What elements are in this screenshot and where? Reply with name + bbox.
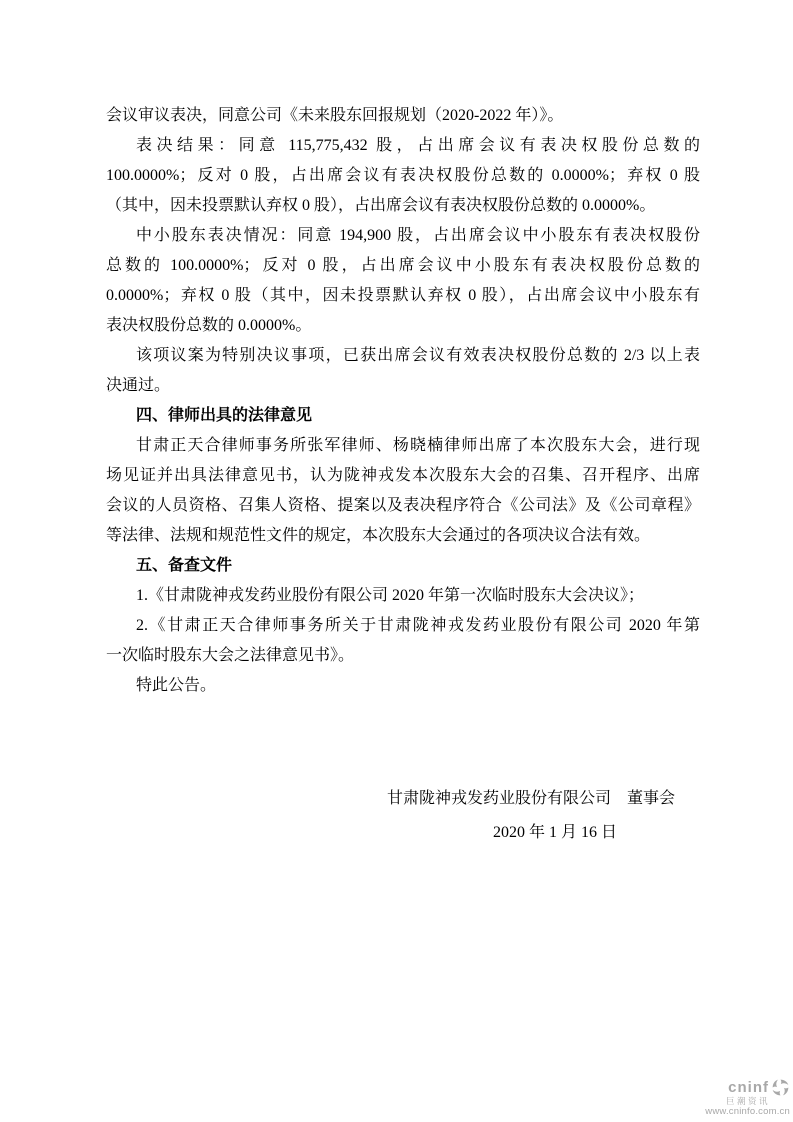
cninfo-chinese-name: 巨潮资讯 <box>725 1096 770 1106</box>
body-line: 0.0000%；弃权 0 股（其中，因未投票默认弃权 0 股），占出席会议中小股东有 <box>106 287 700 304</box>
body-line: 2.《甘肃正天合律师事务所关于甘肃陇神戎发药业股份有限公司 2020 年第 <box>136 617 700 634</box>
body-line: 表决权股份总数的 0.0000%。 <box>106 317 312 334</box>
signature-company: 甘肃陇神戎发药业股份有限公司 董事会 <box>386 790 675 807</box>
cninfo-logo-row <box>670 1079 790 1096</box>
body-line: 决通过。 <box>106 377 171 394</box>
cninfo-swirl-icon <box>771 1079 790 1096</box>
body-line: 会议审议表决，同意公司《未来股东回报规划（2020-2022 年）》。 <box>106 107 564 124</box>
body-line: 甘肃正天合律师事务所张军律师、杨晓楠律师出席了本次股东大会，进行现 <box>136 437 700 454</box>
body-line: 表决结果：同意 115,775,432 股，占出席会议有表决权股份总数的 <box>136 137 700 154</box>
body-line: 会议的人员资格、召集人资格、提案以及表决程序符合《公司法》及《公司章程》 <box>106 497 700 514</box>
body-line: 场见证并出具法律意见书，认为陇神戎发本次股东大会的召集、召开程序、出席 <box>106 467 700 484</box>
body-line: 等法律、法规和规范性文件的规定，本次股东大会通过的各项决议合法有效。 <box>106 527 651 544</box>
body-line: 中小股东表决情况：同意 194,900 股，占出席会议中小股东有表决权股份 <box>136 227 700 244</box>
signature-date: 2020 年 1 月 16 日 <box>492 824 617 841</box>
body-line: 该项议案为特别决议事项，已获出席会议有效表决权股份总数的 2/3 以上表 <box>136 347 700 364</box>
body-line: 总数的 100.0000%；反对 0 股，占出席会议中小股东有表决权股份总数的 <box>106 257 700 274</box>
body-line: 100.0000%；反对 0 股，占出席会议有表决权股份总数的 0.0000%；弃权 0 股 <box>106 167 700 184</box>
body-line: （其中，因未投票默认弃权 0 股），占出席会议有表决权股份总数的 0.0000%。 <box>106 197 656 214</box>
body-line: 一次临时股东大会之法律意见书》。 <box>106 647 355 664</box>
body-line: 特此公告。 <box>136 677 217 694</box>
section-heading: 五、备查文件 <box>136 557 233 574</box>
cninfo-url: www.cninfo.com.cn <box>705 1105 790 1117</box>
cninfo-brand-text: cninf <box>728 1079 769 1096</box>
announcement-body <box>106 101 700 701</box>
body-line: 1.《甘肃陇神戎发药业股份有限公司 2020 年第一次临时股东大会决议》； <box>136 587 645 604</box>
section-heading: 四、律师出具的法律意见 <box>136 407 313 424</box>
cninfo-logo <box>670 1079 790 1116</box>
